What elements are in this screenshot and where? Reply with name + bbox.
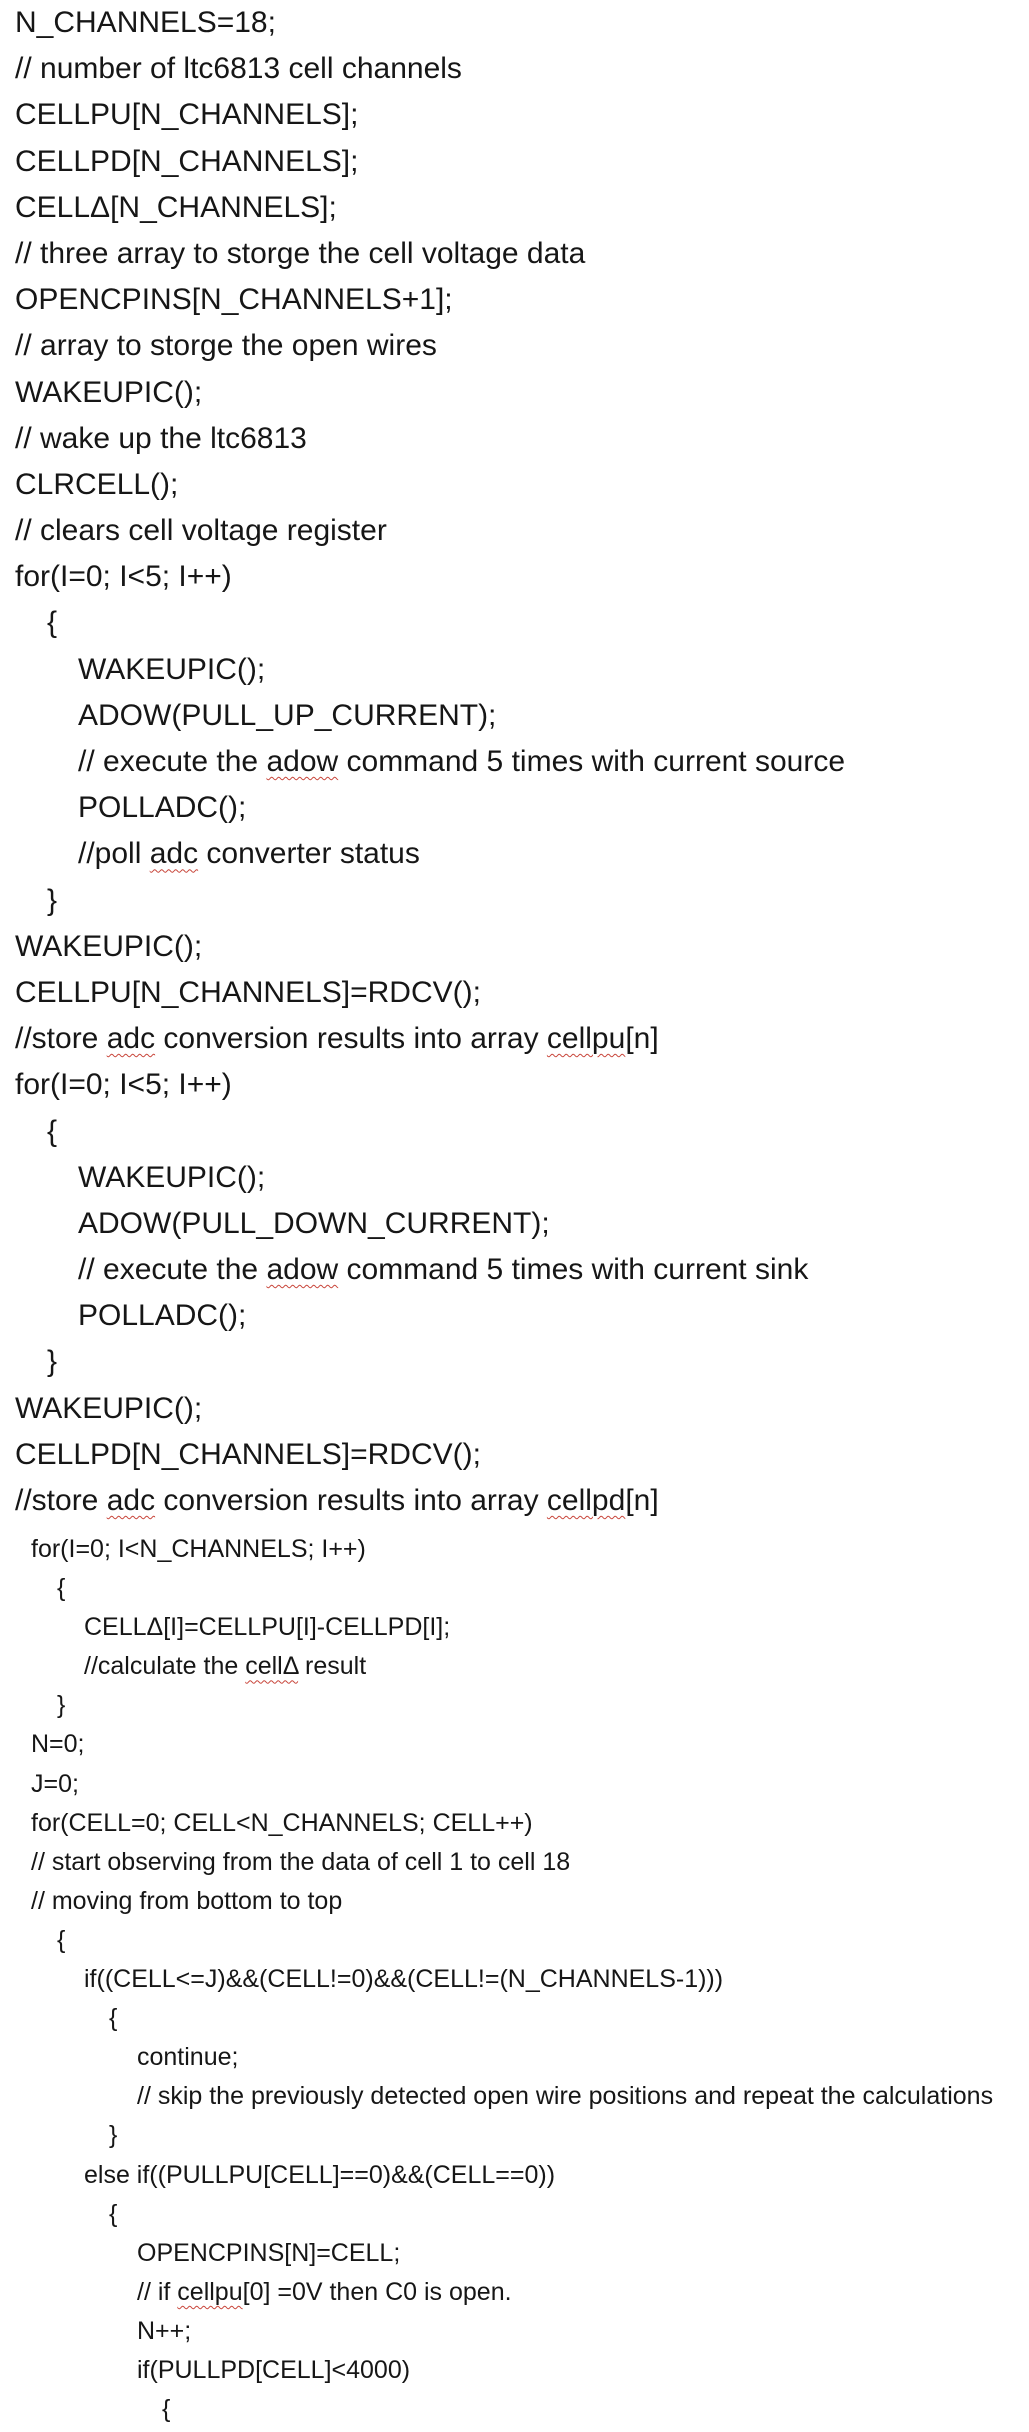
- code-text: // execute the: [78, 1253, 267, 1287]
- code-line: CELLΔ[N_CHANNELS];: [15, 190, 337, 224]
- code-comment: // wake up the ltc6813: [15, 421, 307, 455]
- code-text: command 5 times with current source: [338, 745, 846, 778]
- code-brace: {: [47, 1114, 58, 1148]
- code-brace: }: [47, 1345, 58, 1379]
- code-brace: {: [109, 2004, 118, 2033]
- code-line: POLLADC();: [78, 791, 247, 825]
- code-brace: {: [162, 2395, 171, 2424]
- code-line: CELLPU[N_CHANNELS];: [15, 98, 359, 132]
- code-line: else if((PULLPU[CELL]==0)&&(CELL==0)): [84, 2160, 556, 2189]
- code-comment: // moving from bottom to top: [31, 1886, 343, 1915]
- code-line: continue;: [137, 2043, 239, 2072]
- code-text: result: [298, 1652, 367, 1681]
- code-line: N_CHANNELS=18;: [15, 6, 276, 39]
- code-comment: // skip the previously detected open wire positions and repeat the calculations: [137, 2082, 994, 2111]
- code-line: ADOW(PULL_UP_CURRENT);: [78, 698, 497, 732]
- code-comment: [0, 1247, 1029, 1293]
- code-line: for(I=0; I<5; I++): [15, 1068, 232, 1102]
- spellcheck-flagged-word: cellpd: [546, 1484, 626, 1517]
- code-text: converter status: [198, 837, 420, 871]
- spellcheck-flagged-word: adc: [149, 837, 199, 871]
- code-brace: }: [47, 883, 58, 917]
- code-comment: [0, 831, 1029, 877]
- code-line: WAKEUPIC();: [15, 929, 203, 963]
- spellcheck-flagged-word: cellpu: [546, 1022, 626, 1056]
- spellcheck-flagged-word: adc: [106, 1022, 156, 1056]
- spellcheck-flagged-word: cellΔ: [245, 1652, 299, 1681]
- code-text: [0] =0V then C0 is open.: [242, 2277, 512, 2306]
- code-comment: // number of ltc6813 cell channels: [15, 52, 462, 86]
- code-line: J=0;: [31, 1769, 79, 1798]
- code-line: OPENCPINS[N]=CELL;: [137, 2238, 401, 2267]
- code-line: CELLPU[N_CHANNELS]=RDCV();: [15, 975, 481, 1009]
- code-brace: }: [57, 1691, 66, 1720]
- code-text: //store: [15, 1022, 107, 1056]
- code-line: WAKEUPIC();: [78, 1160, 266, 1194]
- code-text: // execute the: [78, 745, 267, 778]
- code-text: // if: [137, 2277, 178, 2306]
- code-text: //poll: [78, 837, 150, 871]
- code-line: WAKEUPIC();: [15, 375, 203, 409]
- code-line: CELLΔ[I]=CELLPU[I]-CELLPD[I];: [84, 1613, 451, 1642]
- code-brace: {: [57, 1925, 66, 1954]
- code-text: command 5 times with current sink: [338, 1253, 809, 1287]
- code-text: [n]: [625, 1484, 659, 1517]
- code-comment: [0, 2273, 1029, 2312]
- code-line: for(I=0; I<N_CHANNELS; I++): [31, 1535, 366, 1563]
- code-text: [n]: [625, 1022, 659, 1056]
- spellcheck-flagged-word: adow: [266, 1253, 339, 1287]
- code-line: OPENCPINS[N_CHANNELS+1];: [15, 283, 453, 317]
- code-text: //store: [15, 1484, 107, 1517]
- code-brace: }: [109, 2121, 118, 2150]
- code-line: for(I=0; I<5; I++): [15, 560, 232, 594]
- code-line: for(CELL=0; CELL<N_CHANNELS; CELL++): [31, 1808, 533, 1837]
- code-line: POLLADC();: [78, 1299, 247, 1333]
- code-comment: // array to storge the open wires: [15, 329, 437, 363]
- code-line: N++;: [137, 2316, 192, 2345]
- code-line: WAKEUPIC();: [78, 652, 266, 686]
- code-text: conversion results into array: [155, 1484, 547, 1517]
- code-comment: [0, 1647, 1029, 1686]
- code-text: //calculate the: [84, 1652, 246, 1681]
- code-line: N=0;: [31, 1730, 85, 1759]
- code-line: CELLPD[N_CHANNELS];: [15, 144, 359, 178]
- code-text: conversion results into array: [155, 1022, 547, 1056]
- code-comment: // start observing from the data of cell 1 to cell 18: [31, 1847, 571, 1876]
- code-comment: // clears cell voltage register: [15, 514, 387, 548]
- code-comment: [0, 1016, 1029, 1062]
- code-line: ADOW(PULL_DOWN_CURRENT);: [78, 1206, 550, 1240]
- code-line: CLRCELL();: [15, 467, 179, 501]
- code-brace: {: [57, 1574, 66, 1603]
- code-brace: {: [47, 606, 58, 640]
- code-comment: [0, 1478, 1029, 1524]
- code-line: WAKEUPIC();: [15, 1391, 203, 1425]
- code-line: CELLPD[N_CHANNELS]=RDCV();: [15, 1437, 481, 1471]
- code-line: if((CELL<=J)&&(CELL!=0)&&(CELL!=(N_CHANNELS-1))): [84, 1965, 724, 1994]
- code-brace: {: [109, 2199, 118, 2228]
- code-comment: // three array to storge the cell voltage data: [15, 236, 586, 270]
- code-comment: [0, 739, 1029, 785]
- spellcheck-flagged-word: cellpu: [177, 2277, 243, 2306]
- code-block-open-wire-detection: [0, 1530, 1029, 2429]
- code-line: if(PULLPD[CELL]<4000): [137, 2355, 411, 2384]
- spellcheck-flagged-word: adow: [266, 745, 339, 778]
- spellcheck-flagged-word: adc: [106, 1484, 156, 1517]
